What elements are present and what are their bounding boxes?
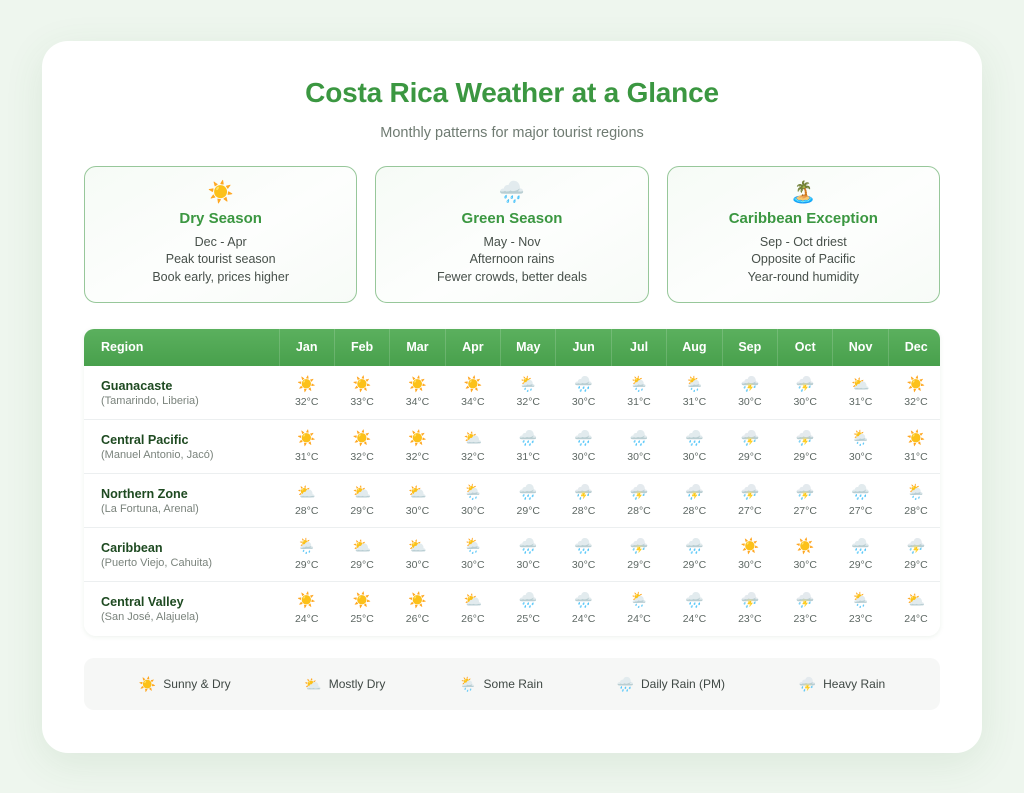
weather-icon: ⛈️ xyxy=(795,430,815,448)
sun-behind-cloud-icon: ⛅ xyxy=(304,675,322,692)
temperature-value: 29°C xyxy=(904,558,928,571)
region-cell xyxy=(84,420,279,474)
temperature-value: 31°C xyxy=(682,396,707,409)
season-cards xyxy=(84,166,940,303)
weather-icon: 🌧️ xyxy=(851,484,870,502)
temperature-value: 30°C xyxy=(571,396,596,409)
temperature-value: 28°C xyxy=(571,504,596,517)
island-icon: 🏝️ xyxy=(790,180,817,204)
weather-infographic-card xyxy=(42,41,982,753)
weather-icon: ☀️ xyxy=(352,430,372,448)
weather-icon: 🌧️ xyxy=(518,484,538,502)
temperature-value: 28°C xyxy=(294,504,319,517)
weather-table xyxy=(84,329,940,636)
month-weather-cell xyxy=(722,474,777,528)
temperature-value: 29°C xyxy=(627,558,651,571)
weather-icon: ⛅ xyxy=(408,538,427,556)
temperature-value: 29°C xyxy=(350,504,374,517)
temperature-value: 28°C xyxy=(904,504,928,517)
temperature-value: 31°C xyxy=(904,450,928,463)
temperature-value: 23°C xyxy=(738,612,762,625)
month-weather-cell xyxy=(611,366,666,420)
month-weather-cell xyxy=(722,528,777,582)
weather-icon: 🌦️ xyxy=(906,484,926,502)
weather-icon: ☀️ xyxy=(906,430,926,448)
temperature-value: 30°C xyxy=(405,558,430,571)
weather-icon: ⛈️ xyxy=(685,484,704,502)
weather-icon: ⛅ xyxy=(463,592,483,610)
temperature-value: 28°C xyxy=(682,504,707,517)
weather-icon: ⛈️ xyxy=(740,592,760,610)
season-card xyxy=(375,166,648,303)
rain-cloud-icon: 🌧️ xyxy=(616,675,634,692)
weather-table-container xyxy=(84,329,940,636)
temperature-value: 31°C xyxy=(294,450,319,463)
month-weather-cell xyxy=(667,366,722,420)
weather-icon: 🌧️ xyxy=(574,592,593,610)
weather-icon: 🌧️ xyxy=(685,538,704,556)
column-header-month: Sep xyxy=(722,329,777,366)
weather-icon: 🌦️ xyxy=(297,538,317,556)
weather-icon: 🌧️ xyxy=(685,430,704,448)
page-title: Costa Rica Weather at a Glance xyxy=(305,76,719,108)
weather-icon: ⛅ xyxy=(906,592,926,610)
temperature-value: 30°C xyxy=(793,396,817,409)
month-weather-cell xyxy=(888,366,940,420)
temperature-value: 26°C xyxy=(405,612,430,625)
month-weather-cell xyxy=(279,366,334,420)
weather-icon: 🌧️ xyxy=(518,538,538,556)
temperature-value: 32°C xyxy=(350,450,374,463)
month-weather-cell xyxy=(611,582,666,636)
month-weather-cell xyxy=(390,420,445,474)
temperature-value: 31°C xyxy=(848,396,873,409)
legend-label: Mostly Dry xyxy=(328,676,386,691)
temperature-value: 29°C xyxy=(738,450,762,463)
temperature-value: 30°C xyxy=(461,504,485,517)
weather-icon: ⛅ xyxy=(352,484,372,502)
temperature-value: 30°C xyxy=(793,558,817,571)
weather-icon: 🌧️ xyxy=(574,538,593,556)
weather-icon: ⛈️ xyxy=(740,375,760,393)
month-weather-cell xyxy=(833,528,888,582)
region-subtitle: (Puerto Viejo, Cahuita) xyxy=(101,556,213,569)
weather-icon: ⛅ xyxy=(297,484,317,502)
month-weather-cell xyxy=(279,420,334,474)
temperature-value: 31°C xyxy=(627,396,651,409)
column-header-month: Jul xyxy=(611,329,666,366)
sun-behind-rain-cloud-icon: 🌦️ xyxy=(459,675,477,692)
temperature-value: 29°C xyxy=(350,558,374,571)
temperature-value: 30°C xyxy=(461,558,485,571)
season-card-line-3: Fewer crowds, better deals xyxy=(436,270,588,285)
weather-icon: ☀️ xyxy=(408,592,427,610)
month-weather-cell xyxy=(501,474,556,528)
table-row xyxy=(84,420,940,474)
temperature-value: 30°C xyxy=(516,558,540,571)
weather-icon: 🌦️ xyxy=(685,375,704,393)
storm-cloud-icon: ⛈️ xyxy=(798,675,817,692)
table-header-row xyxy=(84,329,940,366)
column-header-month: Dec xyxy=(888,329,940,366)
temperature-value: 28°C xyxy=(627,504,651,517)
region-subtitle: (Manuel Antonio, Jacó) xyxy=(101,448,214,461)
weather-icon: ☀️ xyxy=(352,375,372,393)
month-weather-cell xyxy=(888,528,940,582)
month-weather-cell xyxy=(833,474,888,528)
legend-item xyxy=(304,677,385,691)
temperature-value: 30°C xyxy=(682,450,707,463)
month-weather-cell xyxy=(556,582,611,636)
weather-icon: 🌦️ xyxy=(851,592,870,610)
table-row xyxy=(84,582,940,636)
table-row xyxy=(84,528,940,582)
weather-icon: ⛅ xyxy=(463,430,483,448)
season-card-line-1: May - Nov xyxy=(483,234,541,249)
temperature-value: 30°C xyxy=(627,450,651,463)
month-weather-cell xyxy=(501,528,556,582)
month-weather-cell xyxy=(334,528,389,582)
month-weather-cell xyxy=(888,420,940,474)
region-subtitle: (La Fortuna, Arenal) xyxy=(101,502,199,515)
weather-icon: ⛈️ xyxy=(629,538,649,556)
temperature-value: 32°C xyxy=(405,450,430,463)
month-weather-cell xyxy=(334,582,389,636)
weather-icon: ☀️ xyxy=(297,430,317,448)
weather-icon: ⛈️ xyxy=(795,484,815,502)
weather-icon: 🌦️ xyxy=(518,375,538,393)
weather-icon: ⛈️ xyxy=(795,375,815,393)
temperature-value: 27°C xyxy=(793,504,817,517)
temperature-value: 31°C xyxy=(516,450,540,463)
table-body xyxy=(84,366,940,636)
temperature-value: 23°C xyxy=(793,612,817,625)
temperature-value: 23°C xyxy=(848,612,873,625)
weather-icon: ⛈️ xyxy=(906,538,926,556)
temperature-value: 27°C xyxy=(738,504,762,517)
legend-label: Sunny & Dry xyxy=(163,676,231,691)
column-header-month: Oct xyxy=(778,329,833,366)
season-card xyxy=(667,166,940,303)
month-weather-cell xyxy=(778,366,833,420)
region-name: Caribbean xyxy=(101,540,163,555)
temperature-value: 30°C xyxy=(405,504,430,517)
weather-icon: 🌧️ xyxy=(685,592,704,610)
temperature-value: 34°C xyxy=(405,396,430,409)
month-weather-cell xyxy=(334,420,389,474)
season-card-line-2: Afternoon rains xyxy=(469,252,555,267)
month-weather-cell xyxy=(445,474,500,528)
temperature-value: 24°C xyxy=(682,612,707,625)
legend-item xyxy=(139,677,231,691)
month-weather-cell xyxy=(722,366,777,420)
legend-label: Some Rain xyxy=(483,676,543,691)
sun-icon: ☀️ xyxy=(138,675,157,692)
month-weather-cell xyxy=(556,420,611,474)
season-card-line-1: Sep - Oct driest xyxy=(759,234,847,249)
weather-icon: 🌦️ xyxy=(629,592,649,610)
month-weather-cell xyxy=(445,366,500,420)
month-weather-cell xyxy=(445,420,500,474)
weather-icon: ☀️ xyxy=(740,538,760,556)
month-weather-cell xyxy=(501,366,556,420)
month-weather-cell xyxy=(445,582,500,636)
month-weather-cell xyxy=(279,582,334,636)
season-card-line-1: Dec - Apr xyxy=(194,234,247,249)
month-weather-cell xyxy=(390,528,445,582)
region-subtitle: (Tamarindo, Liberia) xyxy=(101,394,199,407)
column-header-month: May xyxy=(501,329,556,366)
temperature-value: 30°C xyxy=(571,558,596,571)
weather-icon: ☀️ xyxy=(297,375,317,393)
table-row xyxy=(84,474,940,528)
weather-icon: ⛅ xyxy=(408,484,427,502)
season-card-line-2: Opposite of Pacific xyxy=(751,252,856,267)
temperature-value: 29°C xyxy=(848,558,873,571)
temperature-value: 32°C xyxy=(294,396,319,409)
column-header-month: Nov xyxy=(833,329,888,366)
rain-cloud-icon: 🌧️ xyxy=(498,180,526,204)
month-weather-cell xyxy=(833,420,888,474)
column-header-region: Region xyxy=(84,329,279,366)
month-weather-cell xyxy=(556,528,611,582)
region-cell xyxy=(84,582,279,636)
month-weather-cell xyxy=(279,528,334,582)
month-weather-cell xyxy=(556,366,611,420)
temperature-value: 29°C xyxy=(294,558,319,571)
region-name: Northern Zone xyxy=(101,486,188,501)
temperature-value: 24°C xyxy=(294,612,319,625)
temperature-value: 26°C xyxy=(461,612,485,625)
month-weather-cell xyxy=(556,474,611,528)
month-weather-cell xyxy=(888,582,940,636)
temperature-value: 29°C xyxy=(682,558,707,571)
temperature-value: 34°C xyxy=(461,396,485,409)
month-weather-cell xyxy=(667,582,722,636)
temperature-value: 27°C xyxy=(848,504,873,517)
month-weather-cell xyxy=(611,420,666,474)
month-weather-cell xyxy=(833,582,888,636)
temperature-value: 32°C xyxy=(904,396,928,409)
table-header xyxy=(84,329,940,366)
month-weather-cell xyxy=(501,420,556,474)
temperature-value: 33°C xyxy=(350,396,374,409)
weather-icon: ⛈️ xyxy=(574,484,593,502)
month-weather-cell xyxy=(390,582,445,636)
month-weather-cell xyxy=(722,420,777,474)
weather-icon: 🌧️ xyxy=(851,538,870,556)
weather-icon: ☀️ xyxy=(463,375,483,393)
weather-icon: 🌧️ xyxy=(518,430,538,448)
temperature-value: 29°C xyxy=(516,504,540,517)
weather-icon: ☀️ xyxy=(408,430,427,448)
season-card-title: Green Season xyxy=(461,209,563,227)
temperature-value: 25°C xyxy=(516,612,540,625)
month-weather-cell xyxy=(334,474,389,528)
legend xyxy=(84,658,940,710)
table-row xyxy=(84,366,940,420)
season-card-line-2: Peak tourist season xyxy=(165,252,276,267)
month-weather-cell xyxy=(667,474,722,528)
month-weather-cell xyxy=(833,366,888,420)
column-header-month: Jun xyxy=(556,329,611,366)
weather-icon: ☀️ xyxy=(352,592,372,610)
season-card-title: Caribbean Exception xyxy=(728,209,878,227)
month-weather-cell xyxy=(778,582,833,636)
region-cell xyxy=(84,366,279,420)
month-weather-cell xyxy=(667,420,722,474)
legend-item xyxy=(799,677,885,691)
temperature-value: 30°C xyxy=(571,450,596,463)
weather-icon: ⛈️ xyxy=(795,592,815,610)
legend-label: Daily Rain (PM) xyxy=(641,676,726,691)
temperature-value: 25°C xyxy=(350,612,374,625)
weather-icon: 🌧️ xyxy=(574,375,593,393)
region-name: Central Pacific xyxy=(101,432,189,447)
season-card xyxy=(84,166,357,303)
weather-icon: ⛅ xyxy=(851,375,870,393)
season-card-title: Dry Season xyxy=(179,209,262,227)
sun-icon: ☀️ xyxy=(207,180,234,204)
weather-icon: 🌦️ xyxy=(629,375,649,393)
weather-icon: 🌦️ xyxy=(463,538,483,556)
region-subtitle: (San José, Alajuela) xyxy=(101,611,199,624)
weather-icon: 🌧️ xyxy=(574,430,593,448)
legend-item xyxy=(459,677,543,691)
temperature-value: 32°C xyxy=(516,396,540,409)
temperature-value: 30°C xyxy=(738,396,762,409)
month-weather-cell xyxy=(888,474,940,528)
month-weather-cell xyxy=(501,582,556,636)
weather-icon: 🌧️ xyxy=(629,430,649,448)
header xyxy=(84,77,940,166)
temperature-value: 32°C xyxy=(461,450,485,463)
weather-icon: ⛈️ xyxy=(629,484,649,502)
temperature-value: 30°C xyxy=(848,450,873,463)
temperature-value: 24°C xyxy=(571,612,596,625)
weather-icon: ☀️ xyxy=(297,592,317,610)
season-card-line-3: Year-round humidity xyxy=(747,270,860,285)
month-weather-cell xyxy=(778,528,833,582)
page-subtitle: Monthly patterns for major tourist regions xyxy=(380,124,644,141)
weather-icon: ☀️ xyxy=(795,538,815,556)
weather-icon: ☀️ xyxy=(906,375,926,393)
column-header-month: Feb xyxy=(334,329,389,366)
legend-label: Heavy Rain xyxy=(823,676,886,691)
temperature-value: 29°C xyxy=(793,450,817,463)
column-header-month: Aug xyxy=(667,329,722,366)
month-weather-cell xyxy=(445,528,500,582)
legend-item xyxy=(617,677,725,691)
column-header-month: Mar xyxy=(390,329,445,366)
month-weather-cell xyxy=(390,474,445,528)
weather-icon: ⛈️ xyxy=(740,430,760,448)
month-weather-cell xyxy=(778,420,833,474)
season-card-line-3: Book early, prices higher xyxy=(152,270,289,285)
temperature-value: 24°C xyxy=(904,612,928,625)
region-name: Guanacaste xyxy=(101,378,173,393)
month-weather-cell xyxy=(722,582,777,636)
month-weather-cell xyxy=(334,366,389,420)
month-weather-cell xyxy=(611,474,666,528)
temperature-value: 30°C xyxy=(738,558,762,571)
weather-icon: 🌧️ xyxy=(518,592,538,610)
weather-icon: ⛅ xyxy=(352,538,372,556)
column-header-month: Jan xyxy=(279,329,334,366)
region-cell xyxy=(84,528,279,582)
weather-icon: 🌦️ xyxy=(463,484,483,502)
month-weather-cell xyxy=(778,474,833,528)
month-weather-cell xyxy=(611,528,666,582)
region-name: Central Valley xyxy=(101,595,184,610)
weather-icon: 🌦️ xyxy=(851,430,870,448)
column-header-month: Apr xyxy=(445,329,500,366)
month-weather-cell xyxy=(667,528,722,582)
weather-icon: ☀️ xyxy=(408,375,427,393)
temperature-value: 24°C xyxy=(627,612,651,625)
month-weather-cell xyxy=(390,366,445,420)
month-weather-cell xyxy=(279,474,334,528)
weather-icon: ⛈️ xyxy=(740,484,760,502)
region-cell xyxy=(84,474,279,528)
